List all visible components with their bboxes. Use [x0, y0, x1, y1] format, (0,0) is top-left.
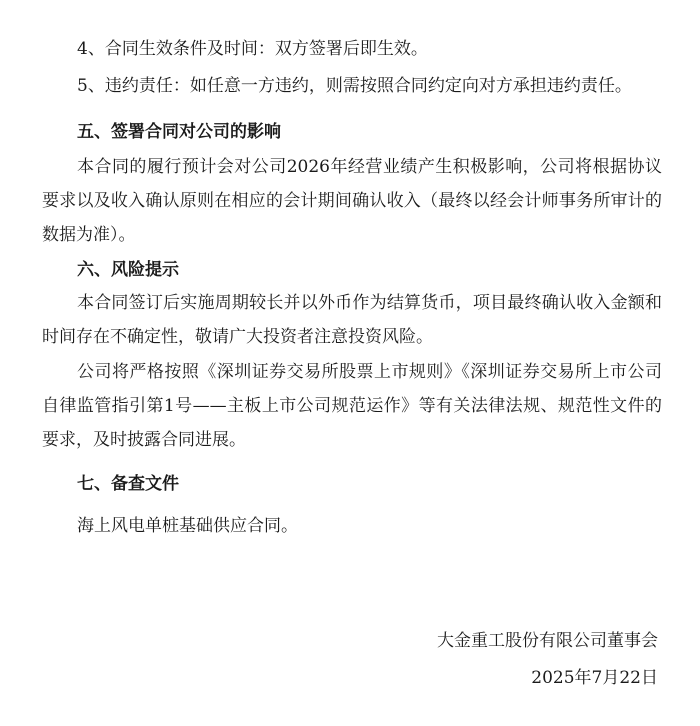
section-7-heading: 七、备查文件 [77, 474, 179, 494]
reference-document: 海上风电单桩基础供应合同。 [77, 516, 298, 536]
signature-date: 2025年7月22日 [531, 668, 658, 688]
breach-liability: 5、违约责任：如任意一方违约，则需按照合同约定向对方承担违约责任。 [77, 76, 632, 96]
section-5-body: 本合同的履行预计会对公司2026年经营业绩产生积极影响，公司将根据协议要求以及收入确认原则在相应的会计期间确认收入（最终以经会计师事务所审计的数据为准）。 [42, 157, 662, 245]
section-6-heading: 六、风险提示 [77, 260, 179, 280]
signature-company: 大金重工股份有限公司董事会 [437, 631, 658, 651]
section-6-disclosure-paragraph: 公司将严格按照《深圳证券交易所股票上市规则》《深圳证券交易所上市公司自律监管指引第1号——主板上市公司规范运作》等有关法律法规、规范性文件的要求，及时披露合同进展。 [42, 362, 662, 450]
contract-effective-condition: 4、合同生效条件及时间：双方签署后即生效。 [77, 39, 428, 59]
section-5-heading: 五、签署合同对公司的影响 [77, 122, 281, 142]
section-6-risk-paragraph: 本合同签订后实施周期较长并以外币作为结算货币，项目最终确认收入金额和时间存在不确定性，敬请广大投资者注意投资风险。 [42, 293, 662, 347]
